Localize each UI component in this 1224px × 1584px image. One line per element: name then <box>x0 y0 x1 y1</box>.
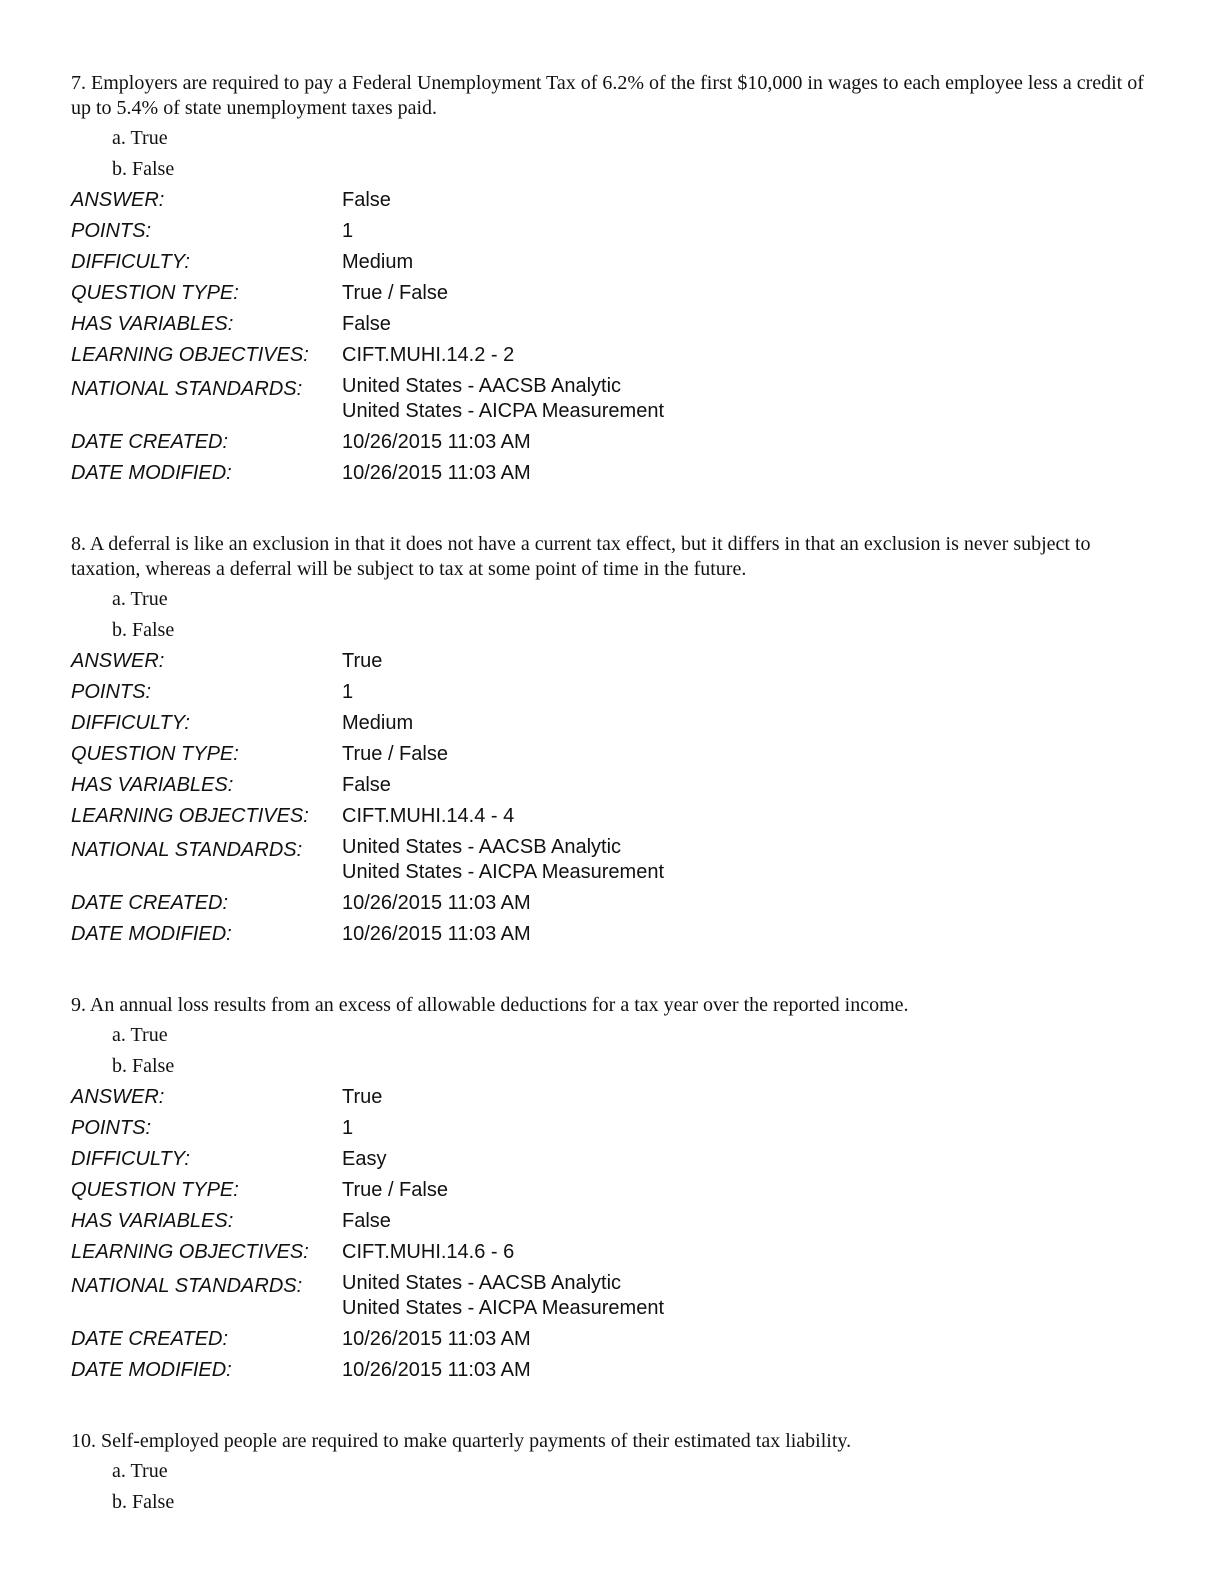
standard-line: United States - AACSB Analytic <box>342 375 622 397</box>
option-b: b. False <box>112 619 175 641</box>
standard-line: United States - AICPA Measurement <box>342 400 665 422</box>
meta-value: Medium <box>342 251 414 273</box>
option-b: b. False <box>112 1055 175 1077</box>
meta-value: 10/26/2015 11:03 AM <box>342 1359 531 1381</box>
meta-value: True / False <box>342 743 448 765</box>
meta-label: QUESTION TYPE: <box>71 743 239 765</box>
meta-row-question-type <box>71 278 1161 309</box>
meta-label: DATE MODIFIED: <box>71 462 232 484</box>
meta-label: ANSWER: <box>71 1086 165 1108</box>
meta-label: HAS VARIABLES: <box>71 1210 234 1232</box>
standard-line: United States - AICPA Measurement <box>342 1297 665 1319</box>
meta-value: 1 <box>342 220 354 242</box>
question-8 <box>71 531 1161 950</box>
question-metadata <box>71 185 1161 489</box>
meta-value: 1 <box>342 681 354 703</box>
meta-value: False <box>342 189 391 211</box>
meta-row-answer <box>71 646 1161 677</box>
meta-value: False <box>342 313 391 335</box>
meta-row-learning-objectives <box>71 340 1161 371</box>
spacer <box>71 489 1161 531</box>
question-metadata <box>71 1082 1161 1386</box>
option-b: b. False <box>112 1491 175 1513</box>
meta-value: 10/26/2015 11:03 AM <box>342 892 531 914</box>
meta-row-difficulty <box>71 247 1161 278</box>
question-metadata <box>71 646 1161 950</box>
meta-value: Medium <box>342 712 414 734</box>
question-10 <box>71 1428 1161 1518</box>
meta-row-learning-objectives <box>71 801 1161 832</box>
meta-row-question-type <box>71 739 1161 770</box>
meta-row-has-variables <box>71 770 1161 801</box>
meta-row-has-variables <box>71 309 1161 340</box>
meta-row-date-created <box>71 427 1161 458</box>
meta-label: DIFFICULTY: <box>71 1148 190 1170</box>
meta-row-question-type <box>71 1175 1161 1206</box>
meta-label: LEARNING OBJECTIVES: <box>71 805 309 827</box>
spacer <box>71 1386 1161 1428</box>
answer-options <box>71 1456 1161 1518</box>
meta-row-national-standards <box>71 371 1161 427</box>
meta-row-points <box>71 1113 1161 1144</box>
option-a: a. True <box>112 127 168 149</box>
meta-row-date-modified <box>71 919 1161 950</box>
meta-label: DATE CREATED: <box>71 892 229 914</box>
meta-label: DIFFICULTY: <box>71 712 190 734</box>
meta-value: CIFT.MUHI.14.6 - 6 <box>342 1241 515 1263</box>
meta-value: 10/26/2015 11:03 AM <box>342 431 531 453</box>
question-text: 7. Employers are required to pay a Federal Unemployment Tax of 6.2% of the first $10,000 in wages to each employee less a credit of up to 5.4% of state unemployment taxes paid. <box>71 72 1144 119</box>
meta-row-national-standards <box>71 1268 1161 1324</box>
option-a: a. True <box>112 1024 168 1046</box>
meta-row-points <box>71 216 1161 247</box>
meta-label: QUESTION TYPE: <box>71 282 239 304</box>
meta-row-difficulty <box>71 708 1161 739</box>
meta-value <box>342 1271 1161 1321</box>
meta-row-points <box>71 677 1161 708</box>
meta-label: HAS VARIABLES: <box>71 774 234 796</box>
meta-value: False <box>342 774 391 796</box>
meta-value: True / False <box>342 1179 448 1201</box>
meta-label: LEARNING OBJECTIVES: <box>71 1241 309 1263</box>
meta-row-date-created <box>71 1324 1161 1355</box>
meta-value <box>342 374 1161 424</box>
question-9 <box>71 992 1161 1386</box>
meta-label: ANSWER: <box>71 189 165 211</box>
meta-label: POINTS: <box>71 220 152 242</box>
meta-value: True <box>342 650 383 672</box>
answer-options <box>71 584 1161 646</box>
meta-row-has-variables <box>71 1206 1161 1237</box>
question-text: 8. A deferral is like an exclusion in that it does not have a current tax effect, but it differs in that an exclusion is never subject to taxation, whereas a deferral will be subject to tax at some point of time in the future. <box>71 533 1091 580</box>
option-b: b. False <box>112 158 175 180</box>
spacer <box>71 950 1161 992</box>
answer-options <box>71 1020 1161 1082</box>
question-7 <box>71 70 1161 489</box>
meta-label: POINTS: <box>71 1117 152 1139</box>
meta-label: NATIONAL STANDARDS: <box>71 378 303 400</box>
meta-value: True <box>342 1086 383 1108</box>
meta-label: QUESTION TYPE: <box>71 1179 239 1201</box>
option-a: a. True <box>112 588 168 610</box>
meta-row-difficulty <box>71 1144 1161 1175</box>
meta-value: 10/26/2015 11:03 AM <box>342 1328 531 1350</box>
meta-value: CIFT.MUHI.14.2 - 2 <box>342 344 515 366</box>
meta-value: 10/26/2015 11:03 AM <box>342 462 531 484</box>
meta-label: NATIONAL STANDARDS: <box>71 1275 303 1297</box>
meta-row-national-standards <box>71 832 1161 888</box>
meta-label: DATE CREATED: <box>71 431 229 453</box>
meta-row-date-modified <box>71 1355 1161 1386</box>
meta-label: DATE CREATED: <box>71 1328 229 1350</box>
meta-label: DATE MODIFIED: <box>71 923 232 945</box>
option-a: a. True <box>112 1460 168 1482</box>
meta-label: DATE MODIFIED: <box>71 1359 232 1381</box>
meta-label: DIFFICULTY: <box>71 251 190 273</box>
meta-row-learning-objectives <box>71 1237 1161 1268</box>
meta-value: CIFT.MUHI.14.4 - 4 <box>342 805 515 827</box>
meta-row-answer <box>71 1082 1161 1113</box>
meta-value: True / False <box>342 282 448 304</box>
meta-label: NATIONAL STANDARDS: <box>71 839 303 861</box>
meta-value: False <box>342 1210 391 1232</box>
meta-value: Easy <box>342 1148 387 1170</box>
question-text: 9. An annual loss results from an excess of allowable deductions for a tax year over the reported income. <box>71 994 909 1016</box>
meta-label: POINTS: <box>71 681 152 703</box>
meta-value <box>342 835 1161 885</box>
meta-row-date-modified <box>71 458 1161 489</box>
standard-line: United States - AICPA Measurement <box>342 861 665 883</box>
document-page <box>71 70 1161 1518</box>
meta-label: HAS VARIABLES: <box>71 313 234 335</box>
meta-value: 1 <box>342 1117 354 1139</box>
answer-options <box>71 123 1161 185</box>
standard-line: United States - AACSB Analytic <box>342 836 622 858</box>
standard-line: United States - AACSB Analytic <box>342 1272 622 1294</box>
meta-row-date-created <box>71 888 1161 919</box>
meta-label: LEARNING OBJECTIVES: <box>71 344 309 366</box>
meta-label: ANSWER: <box>71 650 165 672</box>
question-text: 10. Self-employed people are required to make quarterly payments of their estimated tax liability. <box>71 1430 852 1452</box>
meta-row-answer <box>71 185 1161 216</box>
meta-value: 10/26/2015 11:03 AM <box>342 923 531 945</box>
